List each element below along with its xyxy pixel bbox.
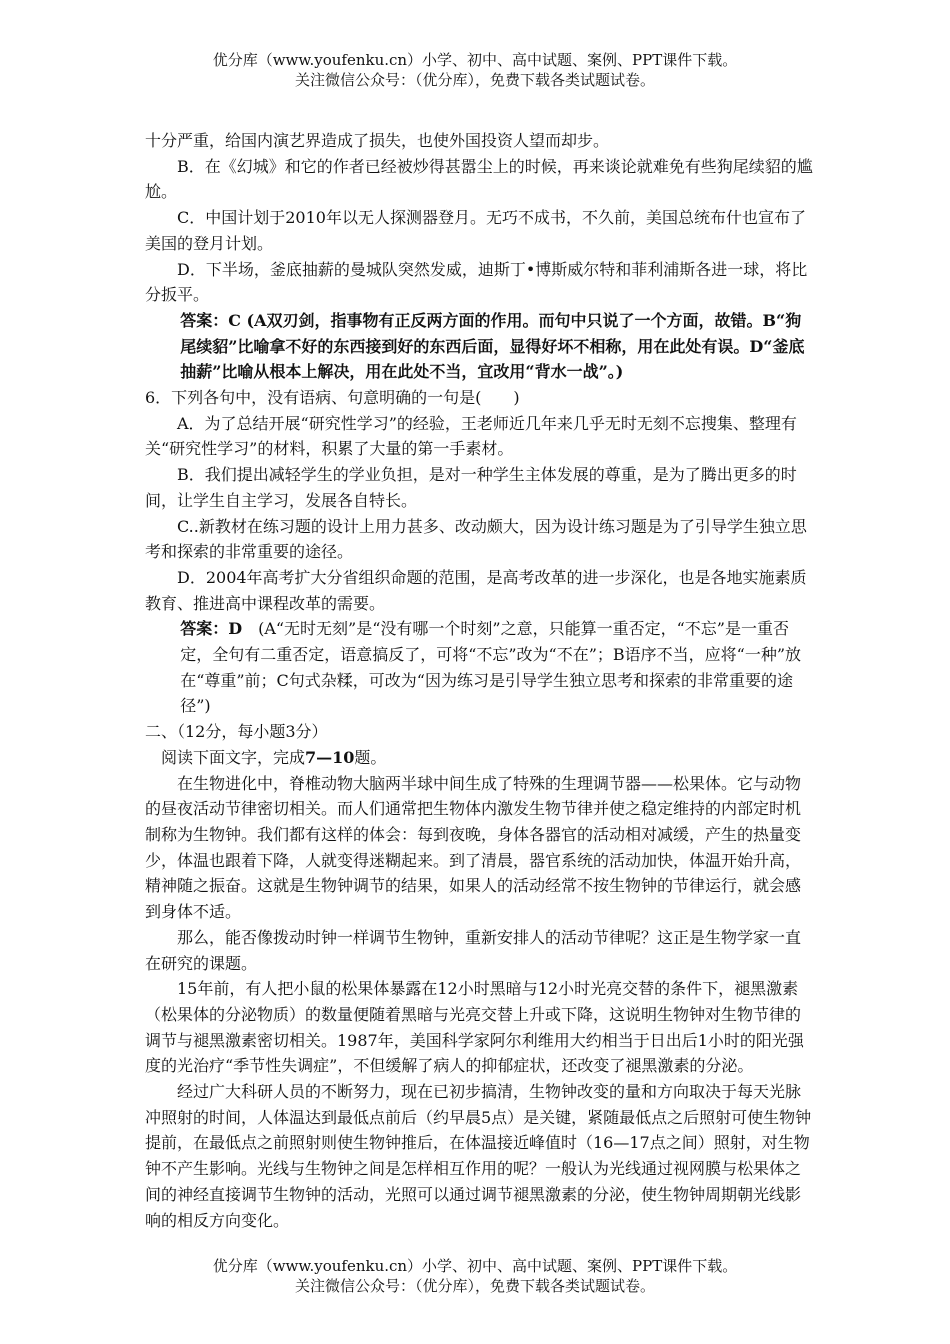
- reading-instruction: [145, 745, 813, 771]
- q6-answer-label: 答案：D: [180, 619, 243, 639]
- reading-paragraph-2: 那么，能否像拨动时钟一样调节生物钟，重新安排人的活动节律呢？这正是生物学家一直在研究的课题。: [145, 927, 802, 973]
- q5-option-c: C．中国计划于2010年以无人探测器登月。无巧不成书，不久前，美国总统布什也宣布了美国的登月计划。: [145, 208, 806, 253]
- q5-option-b: B．在《幻城》和它的作者已经被炒得甚嚣尘上的时候，再来谈论就难免有些狗尾续貂的尴尬。: [145, 156, 813, 202]
- header-line-2: 关注微信公众号：（优分库），免费下载各类试题试卷。: [294, 71, 655, 89]
- q6-option-b: B．我们提出减轻学生的学业负担，是对一种学生主体发展的尊重，是为了腾出更多的时间，让学生自主学习，发展各自特长。: [145, 465, 797, 510]
- q6-option-c: C..新教材在练习题的设计上用力甚多、改动颇大，因为设计练习题是为了引导学生独立思考和探索的非常重要的途径。: [145, 516, 807, 562]
- q5-answer: [145, 308, 813, 385]
- reading-question-range: 7—10: [305, 747, 355, 767]
- q6-answer: [145, 616, 813, 719]
- q5-answer-label: 答案：C: [180, 310, 241, 330]
- reading-paragraph-3: 15年前，有人把小鼠的松果体暴露在12小时黑暗与12小时光亮交替的条件下，褪黑激素（松果体的分泌物质）的数量便随着黑暗与光亮交替上升或下降，这说明生物钟对生物节律的调节与褪黑激素密切相关。1987年，美国科学家阿尔利维用大约相当于日出后1小时的阳光强度的光治疗“季节性失调症”，不但缓解了病人的抑郁症状，还改变了褪黑激素的分泌。: [145, 979, 804, 1076]
- q6-answer-explanation: (A“无时无刻”是“没有哪一个时刻”之意，只能算一重否定，“不忘”是一重否定，全句有二重否定，语意搞反了，可将“不忘”改为“不在”；B语序不当，应将“一种”放在“尊重”前；C句式杂糅，可改为“因为练习是引导学生独立思考和探索的非常重要的途径”): [180, 619, 802, 716]
- paragraph-continuation: 十分严重，给国内演艺界造成了损失，也使外国投资人望而却步。: [145, 131, 610, 150]
- q6-option-d: D．2004年高考扩大分省组织命题的范围，是高考改革的进一步深化，也是各地实施素质教育、推进高中课程改革的需要。: [145, 567, 807, 613]
- q6-stem: 6．下列各句中，没有语病、句意明确的一句是( ): [145, 388, 520, 408]
- q6-option-a: A．为了总结开展“研究性学习”的经验，王老师近几年来几乎无时无刻不忘搜集、整理有关“研究性学习”的材料，积累了大量的第一手素材。: [145, 413, 797, 459]
- reading-instruction-prefix: 阅读下面文字，完成: [161, 747, 306, 767]
- reading-paragraph-1: 在生物进化中，脊椎动物大脑两半球中间生成了特殊的生理调节器——松果体。它与动物的昼夜活动节律密切相关。而人们通常把生物体内激发生物节律并使之稳定维持的内部定时机制称为生物钟。我们都有这样的体会：每到夜晚，身体各器官的活动相对减缓，产生的热量变少，体温也跟着下降，人就变得迷糊起来。到了清晨，器官系统的活动加快，体温开始升高，精神随之振奋。这就是生物钟调节的结果，如果人的活动经常不按生物钟的节律运行，就会感到身体不适。: [145, 773, 802, 922]
- q5-option-d: D．下半场，釜底抽薪的曼城队突然发威，迪斯丁•博斯威尔特和菲利浦斯各进一球，将比分扳平。: [145, 259, 808, 305]
- q5-answer-explanation: (A双刃剑，指事物有正反两方面的作用。而句中只说了一个方面，故错。B“狗尾续貂”比喻拿不好的东西接到好的东西后面，显得好坏不相称，用在此处有误。D“釜底抽薪”比喻从根本上解决，用在此处不当，宜改用“背水一战”。): [180, 310, 805, 382]
- page-header: [0, 50, 950, 90]
- document-body: [145, 128, 813, 1233]
- header-line-1: 优分库（www.youfenku.cn）小学、初中、高中试题、案例、PPT课件下载。: [212, 51, 738, 69]
- footer-line-2: 关注微信公众号：（优分库），免费下载各类试题试卷。: [294, 1277, 655, 1295]
- footer-line-1: 优分库（www.youfenku.cn）小学、初中、高中试题、案例、PPT课件下载。: [212, 1257, 738, 1275]
- page-footer: [0, 1256, 950, 1296]
- reading-instruction-suffix: 题。: [354, 747, 387, 767]
- reading-paragraph-4: 经过广大科研人员的不断努力，现在已初步搞清，生物钟改变的量和方向取决于每天光脉冲照射的时间，人体温达到最低点前后（约早晨5点）是关键，紧随最低点之后照射可使生物钟提前，在最低点之前照射则使生物钟推后，在体温接近峰值时（16—17点之间）照射，对生物钟不产生影响。光线与生物钟之间是怎样相互作用的呢？一般认为光线通过视网膜与松果体之间的神经直接调节生物钟的活动，光照可以通过调节褪黑激素的分泌，使生物钟周期朝光线影响的相反方向变化。: [145, 1082, 812, 1230]
- section-two-heading: 二、（12分，每小题3分）: [145, 722, 328, 742]
